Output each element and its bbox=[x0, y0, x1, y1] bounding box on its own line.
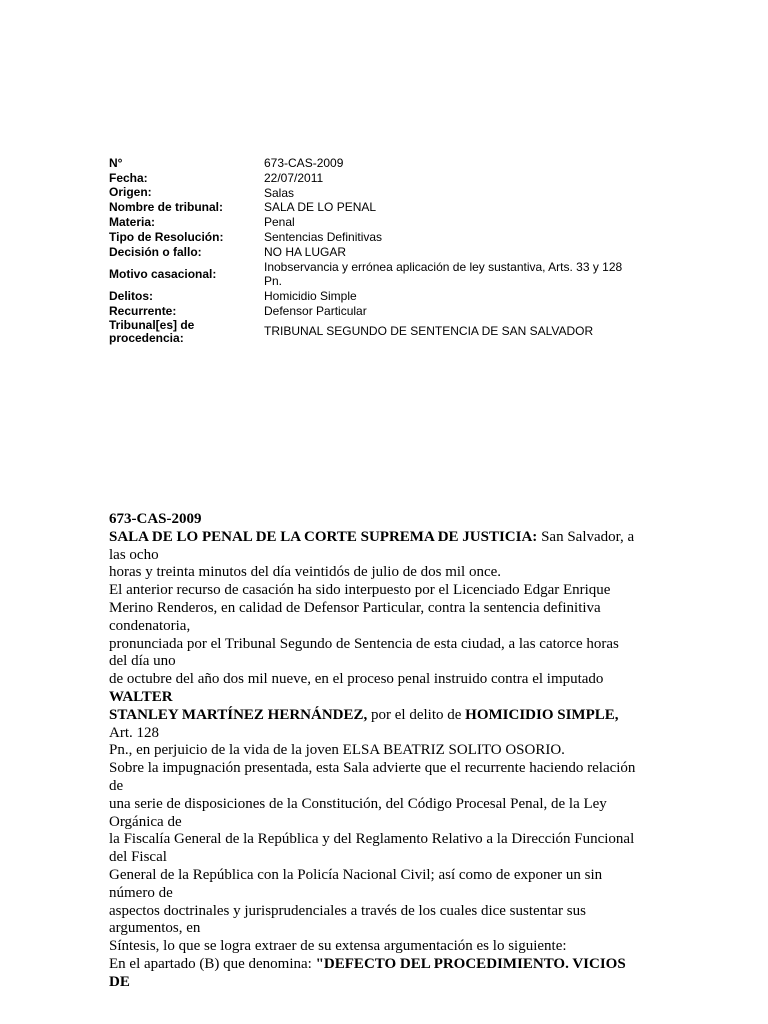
text-line: una serie de disposiciones de la Constitución, del Código Procesal Penal, de la Ley bbox=[109, 795, 607, 812]
court-heading: SALA DE LO PENAL DE LA CORTE SUPREMA DE JUSTICIA: bbox=[109, 528, 538, 545]
meta-row-cassation-motive bbox=[109, 260, 622, 290]
meta-value bbox=[264, 260, 622, 290]
text-line: pronunciada por el Tribunal Segundo de Sentencia de esta ciudad, a las catorce horas bbox=[109, 635, 619, 652]
text-line: horas y treinta minutos del día veintidós de julio de dos mil once. bbox=[109, 564, 502, 581]
meta-value: TRIBUNAL SEGUNDO DE SENTENCIA DE SAN SALVADOR bbox=[264, 324, 594, 339]
meta-row-number bbox=[109, 156, 622, 171]
text-span: En el apartado (B) que denomina: bbox=[109, 955, 316, 972]
meta-row-date bbox=[109, 171, 622, 186]
meta-value: 673-CAS-2009 bbox=[264, 156, 344, 170]
meta-label-line: procedencia: bbox=[109, 330, 184, 345]
meta-row-decision bbox=[109, 245, 622, 260]
meta-row-crimes bbox=[109, 289, 622, 304]
meta-value-line: Inobservancia y errónea aplicación de ley sustantiva, Arts. 33 y 128 bbox=[264, 259, 623, 274]
meta-value: Salas bbox=[264, 185, 295, 200]
text-line: Merino Renderos, en calidad de Defensor Particular, contra la sentencia definitiva bbox=[109, 599, 601, 616]
text-line: de bbox=[109, 777, 124, 794]
text-line bbox=[109, 956, 661, 974]
crime-name: HOMICIDIO SIMPLE, bbox=[465, 706, 619, 723]
case-metadata-table bbox=[109, 156, 622, 345]
text-line bbox=[109, 689, 661, 707]
text-line: Síntesis, lo que se logra extraer de su extensa argumentación es lo siguiente: bbox=[109, 938, 567, 955]
text-line: argumentos, en bbox=[109, 920, 201, 937]
text-line: la Fiscalía General de la República y del Reglamento Relativo a la Dirección Funcional bbox=[109, 831, 635, 848]
text-line: del Fiscal bbox=[109, 849, 167, 866]
resolution-body bbox=[109, 511, 661, 992]
text-line: del día uno bbox=[109, 653, 176, 670]
meta-label: Motivo casacional: bbox=[109, 266, 217, 281]
text-line: condenatoria, bbox=[109, 617, 191, 634]
text-span: San Salvador, a bbox=[537, 528, 635, 545]
meta-value: NO HA LUGAR bbox=[264, 244, 347, 259]
meta-label: Origen: bbox=[109, 185, 152, 200]
meta-label bbox=[109, 319, 264, 345]
meta-label: Delitos: bbox=[109, 289, 154, 304]
meta-label: Nombre de tribunal: bbox=[109, 200, 224, 215]
text-line: Pn., en perjuicio de la vida de la joven ELSA BEATRIZ SOLITO OSORIO. bbox=[109, 742, 565, 759]
meta-value: Sentencias Definitivas bbox=[264, 229, 383, 244]
meta-value: Defensor Particular bbox=[264, 303, 367, 318]
meta-label: Tipo de Resolución: bbox=[109, 229, 224, 244]
text-line: El anterior recurso de casación ha sido interpuesto por el Licenciado Edgar Enrique bbox=[109, 582, 611, 599]
text-line bbox=[109, 529, 661, 547]
meta-row-appellant bbox=[109, 304, 622, 319]
meta-label-line: Tribunal[es] de bbox=[109, 317, 195, 332]
defendant-name: WALTER bbox=[109, 688, 173, 705]
meta-row-court-name bbox=[109, 200, 622, 215]
meta-value: Penal bbox=[264, 215, 295, 230]
meta-row-origin-court bbox=[109, 319, 622, 345]
text-line: General de la República con la Policía Nacional Civil; así como de exponer un sin bbox=[109, 866, 603, 883]
text-line: aspectos doctrinales y jurisprudenciales a través de los cuales dice sustentar sus bbox=[109, 902, 586, 919]
case-number: 673-CAS-2009 bbox=[109, 511, 202, 527]
meta-label: Materia: bbox=[109, 215, 156, 230]
section-title: DE bbox=[109, 973, 130, 990]
text-line: Art. 128 bbox=[109, 724, 159, 741]
meta-row-origin bbox=[109, 186, 622, 201]
text-line: de octubre del año dos mil nueve, en el proceso penal instruido contra el imputado bbox=[109, 671, 604, 688]
defendant-name: STANLEY MARTÍNEZ HERNÁNDEZ, bbox=[109, 706, 368, 723]
text-span: por el delito de bbox=[367, 706, 466, 723]
text-line bbox=[109, 707, 661, 725]
section-title: "DEFECTO DEL PROCEDIMIENTO. VICIOS bbox=[315, 955, 626, 972]
meta-label: Decisión o fallo: bbox=[109, 244, 202, 259]
meta-label: Fecha: bbox=[109, 170, 148, 185]
meta-row-resolution-type bbox=[109, 230, 622, 245]
meta-label: Recurrente: bbox=[109, 303, 177, 318]
meta-value: SALA DE LO PENAL bbox=[264, 200, 377, 215]
meta-value: 22/07/2011 bbox=[264, 170, 324, 185]
text-line bbox=[109, 974, 661, 992]
text-line: número de bbox=[109, 884, 173, 901]
text-line: las ocho bbox=[109, 546, 159, 563]
text-line: Sobre la impugnación presentada, esta Sala advierte que el recurrente haciendo relación bbox=[109, 760, 636, 777]
meta-value-line: Pn. bbox=[264, 274, 283, 289]
meta-value: Homicidio Simple bbox=[264, 289, 357, 304]
text-line: Orgánica de bbox=[109, 813, 182, 830]
meta-label: N° bbox=[109, 155, 123, 170]
case-number-heading bbox=[109, 511, 661, 529]
meta-row-subject bbox=[109, 215, 622, 230]
